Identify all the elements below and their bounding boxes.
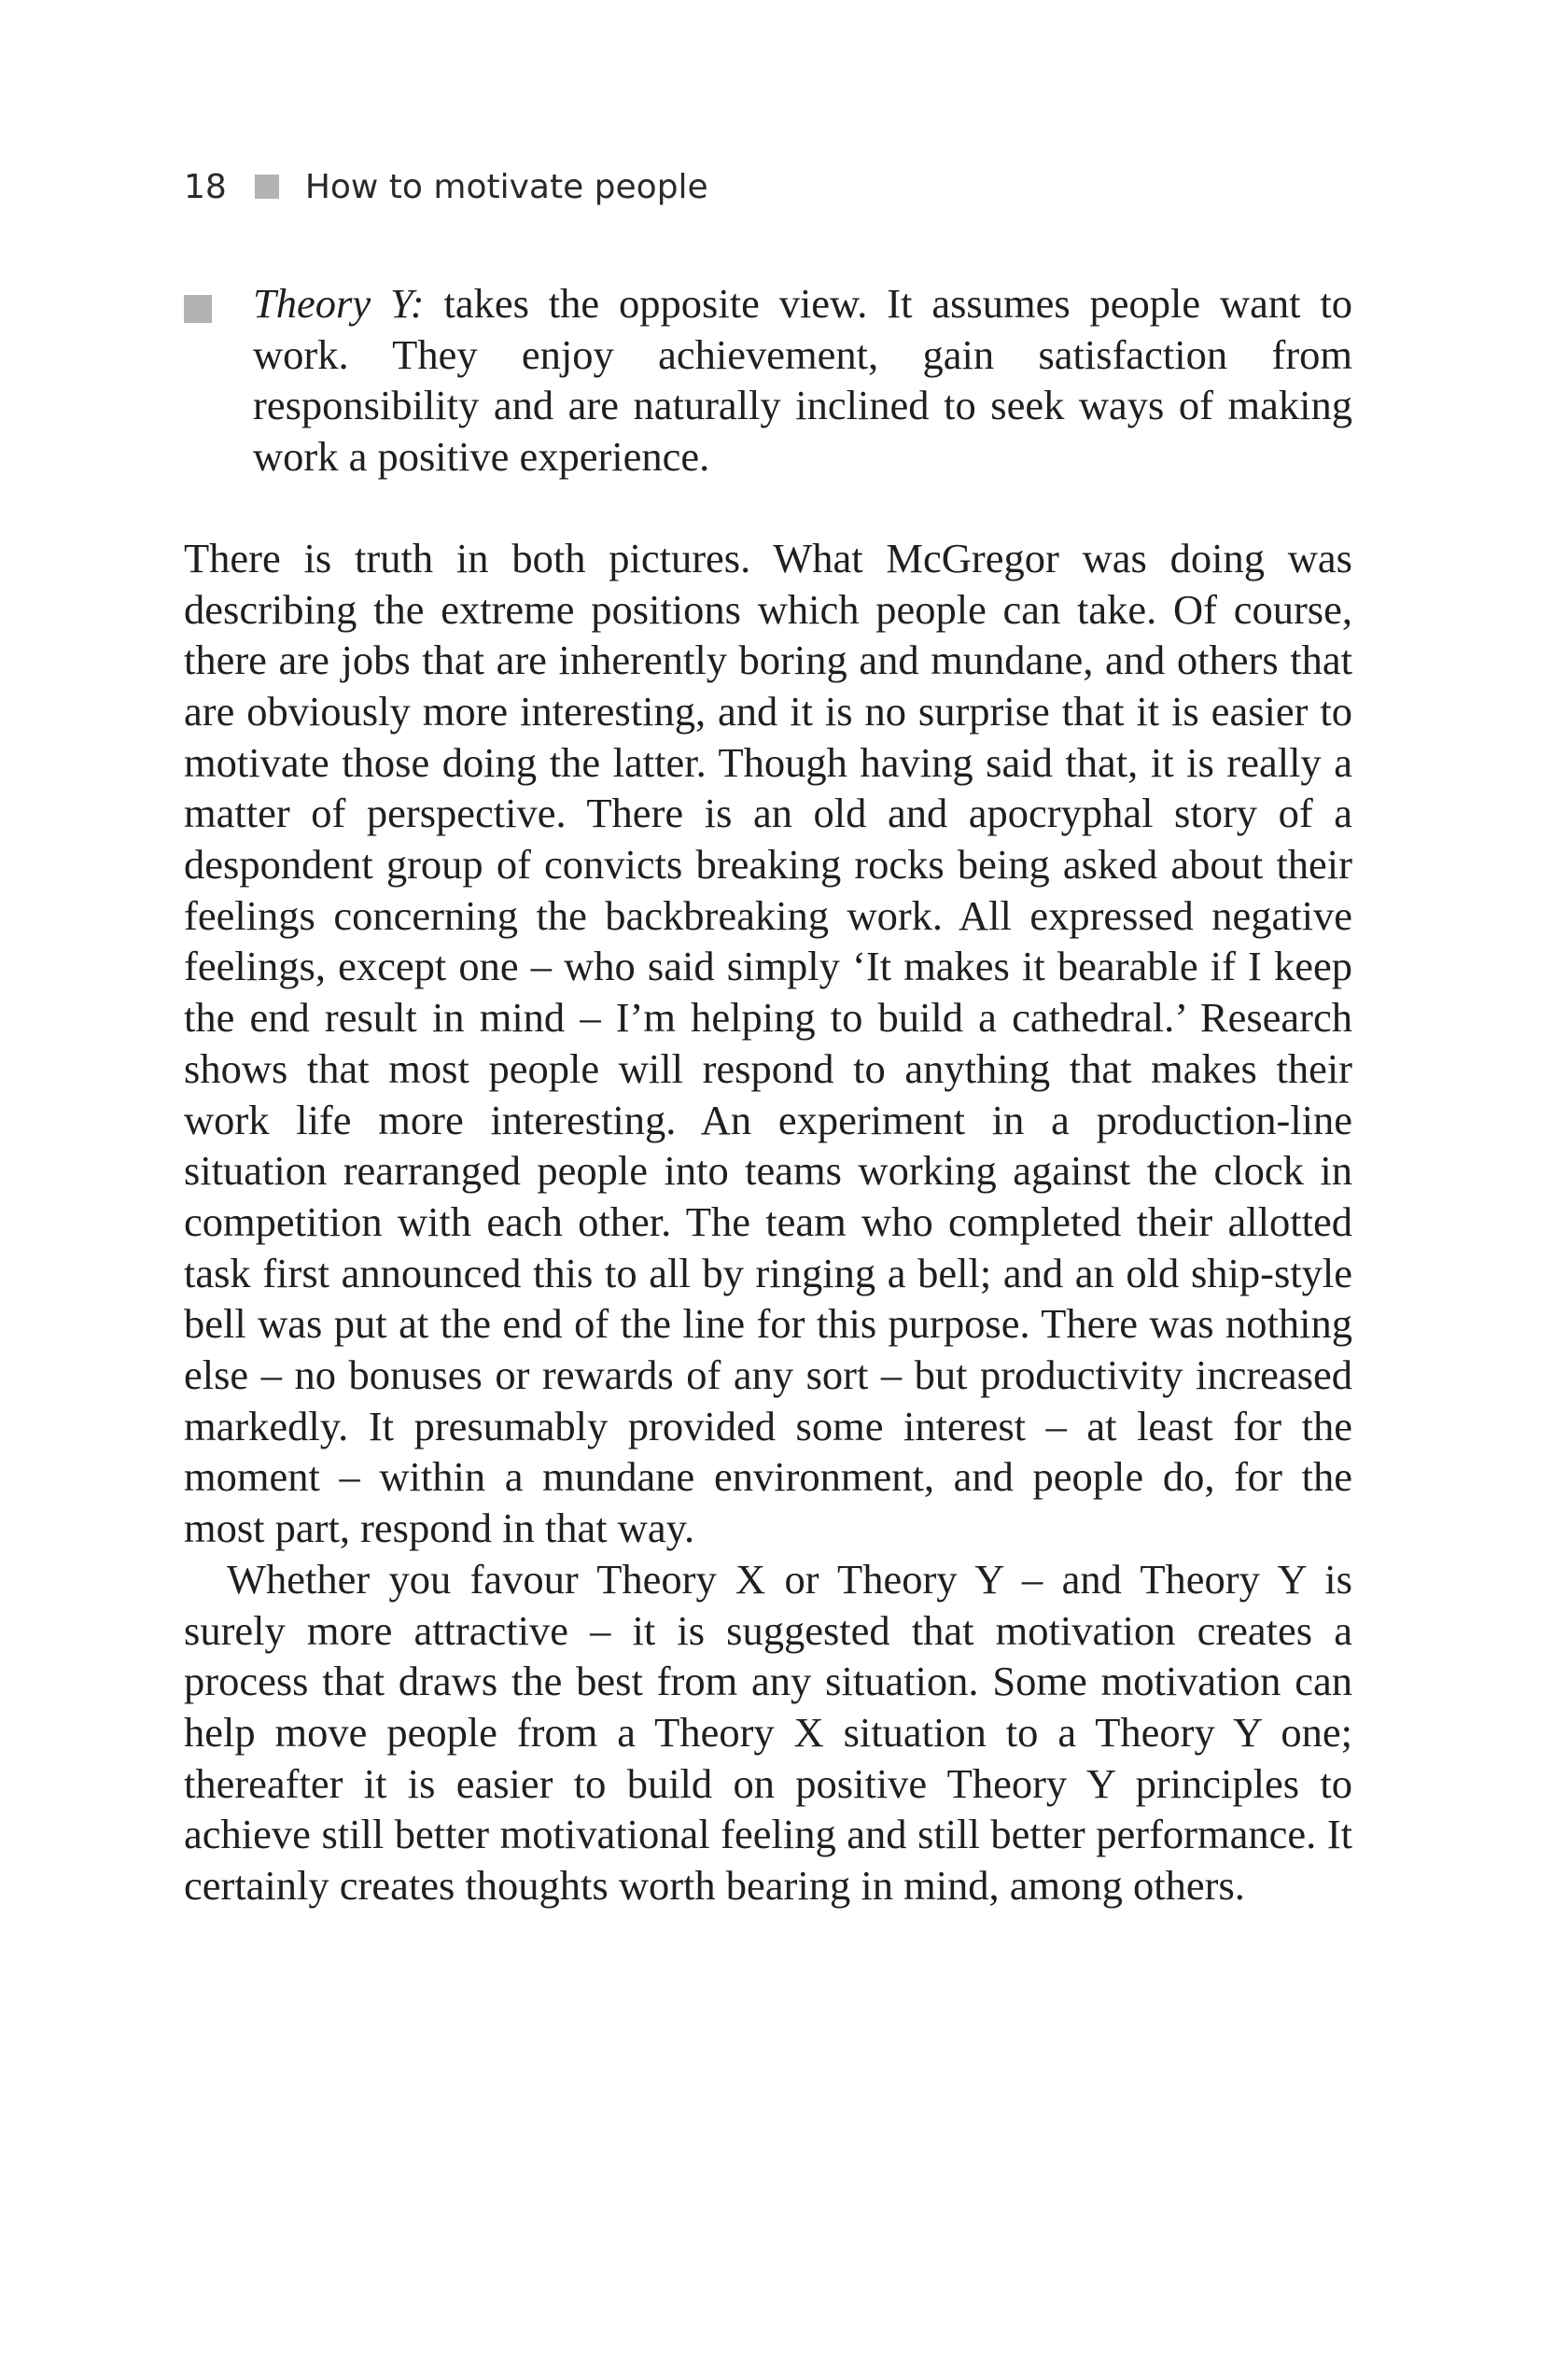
- page-number: 18: [184, 167, 227, 206]
- square-bullet-icon: [184, 295, 212, 323]
- paragraph-1: There is truth in both pictures. What McGregor was doing was describing the extreme positions which people can take. Of course, there are jobs that are inherently boring and mundane, and others that are obviously more interesting, and it is no surprise that it is easier to motivate those doing the latter. Though having said that, it is really a matter of perspective. There is an old and apocryphal story of a despondent group of convicts breaking rocks being asked about their feelings concerning the backbreaking work. All expressed negative feelings, except one – who said simply ‘It makes it bearable if I keep the end result in mind – I’m helping to build a cathedral.’ Research shows that most people will respond to anything that makes their work life more interesting. An experiment in a production-line situation rearranged people into teams working against the clock in competition with each other. The team who completed their allotted task first announced this to all by ringing a bell; and an old ship-style bell was put at the end of the line for this purpose. There was nothing else – no bonuses or rewards of any sort – but productivity increased markedly. It presumably provided some interest – at least for the moment – within a mundane environment, and people do, for the most part, respond in that way.: [184, 534, 1352, 1552]
- square-bullet-icon: [255, 175, 279, 199]
- running-head-title: How to motivate people: [304, 167, 708, 206]
- running-head: [184, 162, 708, 211]
- bullet-term: Theory Y:: [253, 280, 425, 327]
- paragraph-2: Whether you favour Theory X or Theory Y – and Theory Y is surely more attractive – it is suggested that motivation creates a process that draws the best from any situation. Some motivation can help move people from a Theory X situation to a Theory Y one; thereafter it is easier to build on positive Theory Y principles to achieve still better motivational feeling and still better performance. It certainly creates thoughts worth bearing in mind, among others.: [184, 1555, 1352, 1910]
- bullet-text: takes the opposite view. It assumes people want to work. They enjoy achievement, gain satisfaction from responsibility and are naturally inclined to seek ways of making work a positive experience.: [253, 280, 1353, 481]
- bullet-item-theory-y: [184, 278, 1352, 483]
- body-text: [184, 278, 1352, 1911]
